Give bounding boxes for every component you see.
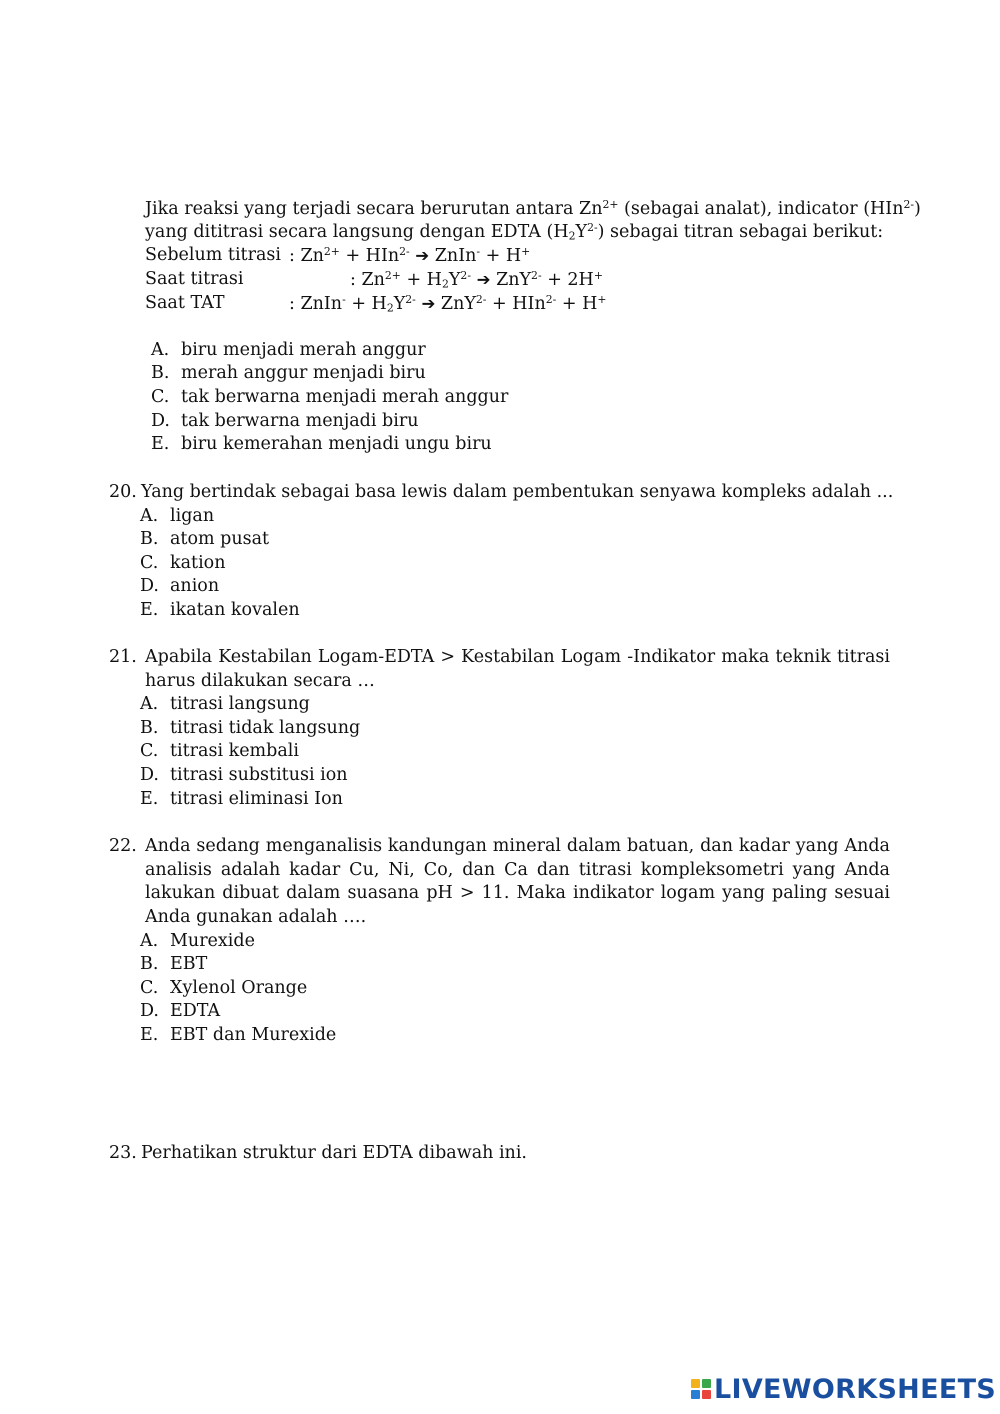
reaction-before-label: Sebelum titrasi	[145, 245, 281, 265]
option-letter[interactable]: E.	[140, 1025, 159, 1045]
question-text: Anda sedang menganalisis kandungan mineral dalam batuan, dan kadar yang Anda analisis adalah kadar Cu, Ni, Co, dan Ca dan titrasi kompleksometri yang Anda lakukan dibuat dalam suasana pH > 11. Maka indikator logam yang paling sesuai Anda gunakan adalah ….	[145, 836, 890, 928]
list-item[interactable]: B.	[151, 363, 170, 383]
option-letter[interactable]: D.	[140, 1001, 159, 1021]
question-number: 23.	[109, 1143, 137, 1163]
arrow-icon: ➔	[421, 294, 436, 313]
option-text[interactable]: ligan	[170, 506, 215, 526]
option-letter[interactable]: A.	[140, 931, 159, 951]
option-text[interactable]: titrasi eliminasi Ion	[170, 789, 343, 809]
list-item[interactable]: D.	[151, 411, 170, 431]
option-text[interactable]: biru kemerahan menjadi ungu biru	[181, 434, 492, 454]
question-number: 22.	[109, 836, 137, 856]
option-letter[interactable]: B.	[140, 529, 159, 549]
question-text: Perhatikan struktur dari EDTA dibawah ini.	[141, 1143, 527, 1163]
reaction-tat-label: Saat TAT	[145, 293, 225, 313]
option-letter[interactable]: E.	[140, 789, 159, 809]
option-letter[interactable]: C.	[140, 553, 159, 573]
list-item[interactable]: C.	[151, 387, 170, 407]
option-letter[interactable]: D.	[140, 576, 159, 596]
option-letter[interactable]: C.	[140, 741, 159, 761]
reaction-during: : $Zn^{2+} + H_2Y^{2-}$ ➔ ZnY$^{2-}$ + 2H+	[350, 269, 603, 291]
option-text[interactable]: biru menjadi merah anggur	[181, 340, 426, 360]
option-letter[interactable]: A.	[140, 506, 159, 526]
option-text[interactable]: kation	[170, 553, 226, 573]
option-text[interactable]: EBT	[170, 954, 208, 974]
option-letter[interactable]: C.	[140, 978, 159, 998]
option-text[interactable]: Murexide	[170, 931, 255, 951]
logo-blocks-icon	[691, 1379, 711, 1399]
liveworksheets-logo	[691, 1373, 997, 1405]
reaction-during-label: Saat titrasi	[145, 269, 244, 289]
option-letter[interactable]: D.	[140, 765, 159, 785]
option-text[interactable]: ikatan kovalen	[170, 600, 300, 620]
option-text[interactable]: titrasi langsung	[170, 694, 310, 714]
arrow-icon: ➔	[415, 246, 430, 265]
option-text[interactable]: atom pusat	[170, 529, 270, 549]
option-letter[interactable]: A.	[140, 694, 159, 714]
reaction-before: : $Zn^{2+} + HIn^{2-}$ ➔ ZnIn- + H+	[289, 245, 531, 266]
question-number: 20.	[109, 482, 137, 502]
question-number: 21.	[109, 647, 137, 667]
intro-line-1: Jika reaksi yang terjadi secara berurutan antara $Zn^{2+}$ (sebagai analat), indicator (HIn$^{2-}$)	[145, 198, 921, 219]
option-text[interactable]: anion	[170, 576, 220, 596]
option-text[interactable]: tak berwarna menjadi merah anggur	[181, 387, 509, 407]
logo-text: LIVEWORKSHEETS	[714, 1373, 997, 1405]
option-text[interactable]: Xylenol Orange	[170, 978, 308, 998]
question-text: Yang bertindak sebagai basa lewis dalam pembentukan senyawa kompleks adalah ...	[141, 482, 894, 502]
option-letter[interactable]: B.	[140, 954, 159, 974]
option-text[interactable]: merah anggur menjadi biru	[181, 363, 426, 383]
option-text[interactable]: EDTA	[170, 1001, 221, 1021]
question-text: Apabila Kestabilan Logam-EDTA > Kestabilan Logam -Indikator maka teknik titrasi harus dilakukan secara …	[145, 647, 890, 691]
list-item[interactable]: A.	[151, 340, 170, 360]
option-letter[interactable]: B.	[140, 718, 159, 738]
reaction-tat: : ZnIn- + $H_2Y^{2-}$ ➔ ZnY$^{2-}$ + HIn$^{2-}$ + H+	[289, 293, 607, 315]
intro-line-2: yang dititrasi secara langsung dengan EDTA $(H_2Y^{2-})$ sebagai titran sebagai berikut:	[145, 221, 884, 243]
arrow-icon: ➔	[476, 270, 491, 289]
option-text[interactable]: titrasi tidak langsung	[170, 718, 361, 738]
option-text[interactable]: tak berwarna menjadi biru	[181, 411, 419, 431]
list-item[interactable]: E.	[151, 434, 170, 454]
option-text[interactable]: titrasi kembali	[170, 741, 299, 761]
option-letter[interactable]: E.	[140, 600, 159, 620]
option-text[interactable]: titrasi substitusi ion	[170, 765, 348, 785]
option-text[interactable]: EBT dan Murexide	[170, 1025, 337, 1045]
